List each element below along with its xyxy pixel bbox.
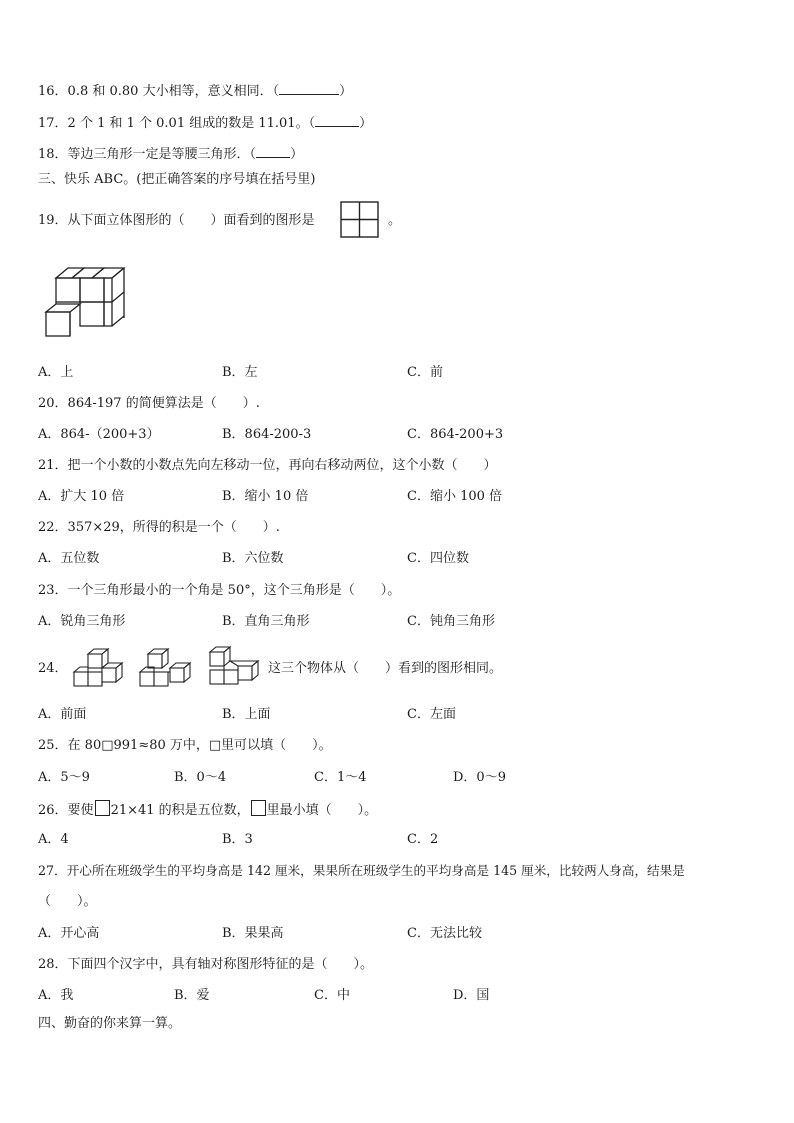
option-b[interactable]: B．六位数	[222, 551, 284, 566]
option-b[interactable]: B．缩小 10 倍	[222, 489, 309, 504]
option-a[interactable]: A．上	[38, 365, 74, 380]
question-24-number: 24．	[38, 661, 68, 676]
question-text: 864-197 的简便算法是（ ）.	[67, 396, 260, 411]
question-number: 25．	[38, 738, 68, 753]
question-number: 27．	[38, 863, 67, 878]
cube-object-2-figure	[138, 646, 194, 690]
answer-blank[interactable]	[315, 114, 359, 127]
question-number: 26．	[38, 803, 68, 818]
option-b[interactable]: B．3	[222, 832, 253, 847]
question-17: 17．2 个 1 和 1 个 0.01 组成的数是 11.01。（ ）	[38, 116, 373, 131]
question-24-text: 这三个物体从（ ）看到的图形相同。	[268, 661, 503, 676]
question-28	[38, 956, 373, 974]
blank-box[interactable]	[251, 800, 266, 816]
option-c[interactable]: C．中	[314, 988, 350, 1003]
option-c[interactable]: C．无法比较	[407, 926, 482, 941]
question-number: 16．	[38, 84, 68, 99]
option-d[interactable]: D．0～9	[453, 770, 506, 785]
option-b[interactable]: B．直角三角形	[222, 614, 310, 629]
question-text: 把一个小数的小数点先向左移动一位，再向右移动两位，这个小数（ ）	[67, 458, 497, 473]
option-d[interactable]: D．国	[453, 988, 490, 1003]
option-a[interactable]: A．开心高	[38, 926, 100, 941]
option-c[interactable]: C．前	[407, 365, 443, 380]
blank-box[interactable]	[95, 800, 110, 816]
question-number: 17．	[38, 116, 68, 131]
question-number: 18．	[38, 147, 68, 162]
option-a[interactable]: A．五位数	[38, 551, 100, 566]
question-text: 一个三角形最小的一个角是 50°，这个三角形是（ ）。	[67, 583, 401, 598]
question-26: 26．要使 21×41 的积是五位数， 里最小填（ ）。	[38, 800, 377, 820]
option-a[interactable]: A．864-（200+3）	[38, 427, 160, 442]
question-27-answer: （ ）。	[38, 894, 97, 909]
option-c[interactable]: C．864-200+3	[407, 427, 504, 442]
option-c[interactable]: C．左面	[407, 707, 456, 722]
question-number: 23．	[38, 583, 68, 598]
question-20	[38, 395, 260, 413]
question-text: 开心所在班级学生的平均身高是 142 厘米，果果所在班级学生的平均身高是 145 厘米，比较两人身高，结果是	[66, 863, 685, 878]
cube-object-3-figure	[206, 644, 266, 690]
question-text: 在 80□991≈80 万中，□里可以填（ ）。	[67, 738, 332, 753]
option-b[interactable]: B．左	[222, 365, 258, 380]
question-22	[38, 519, 280, 537]
option-c[interactable]: C．四位数	[407, 551, 469, 566]
question-19-tail: 。	[388, 213, 402, 228]
option-c[interactable]: C．缩小 100 倍	[407, 489, 503, 504]
option-b[interactable]: B．上面	[222, 707, 271, 722]
option-a[interactable]: A．4	[38, 832, 69, 847]
view-square-grid-figure	[340, 201, 380, 239]
question-text: 等边三角形一定是等腰三角形．（	[67, 147, 257, 162]
question-text: 下面四个汉字中，具有轴对称图形特征的是（ ）。	[67, 957, 374, 972]
question-23	[38, 582, 400, 600]
option-a[interactable]: A．扩大 10 倍	[38, 489, 125, 504]
question-text: 2 个 1 和 1 个 0.01 组成的数是 11.01。（	[67, 116, 316, 131]
option-a[interactable]: A．锐角三角形	[38, 614, 126, 629]
question-18: 18．等边三角形一定是等腰三角形．（ ）	[38, 147, 304, 162]
question-number: 28．	[38, 957, 68, 972]
option-a[interactable]: A．前面	[38, 707, 87, 722]
option-c[interactable]: C．钝角三角形	[407, 614, 495, 629]
question-19	[38, 212, 315, 230]
option-b[interactable]: B．果果高	[222, 926, 284, 941]
section-3-heading: 三、快乐 ABC。(把正确答案的序号填在括号里)	[38, 172, 316, 187]
option-c[interactable]: C．1～4	[314, 770, 367, 785]
question-16: 16．0.8 和 0.80 大小相等，意义相同．（ ）	[38, 84, 353, 99]
question-text: 357×29，所得的积是一个（ ）.	[67, 520, 280, 535]
answer-blank[interactable]	[256, 145, 290, 158]
option-a[interactable]: A．5～9	[38, 770, 90, 785]
section-4-heading: 四、勤奋的你来算一算。	[38, 1016, 182, 1031]
question-25	[38, 737, 332, 755]
option-c[interactable]: C．2	[407, 832, 439, 847]
question-number: 22．	[38, 520, 68, 535]
cube-object-1-figure	[70, 646, 126, 690]
question-number: 19．	[38, 213, 68, 228]
option-b[interactable]: B．爱	[174, 988, 210, 1003]
question-27	[38, 862, 685, 880]
question-number: 21．	[38, 458, 68, 473]
cube-stack-figure	[42, 264, 126, 344]
option-b[interactable]: B．864-200-3	[222, 427, 312, 442]
option-b[interactable]: B．0～4	[174, 770, 227, 785]
option-a[interactable]: A．我	[38, 988, 74, 1003]
question-text: 从下面立体图形的（ ）面看到的图形是	[67, 213, 315, 228]
answer-blank[interactable]	[279, 82, 339, 95]
question-number: 20．	[38, 396, 68, 411]
question-21	[38, 457, 497, 475]
question-text: 0.8 和 0.80 大小相等，意义相同．（	[67, 84, 280, 99]
